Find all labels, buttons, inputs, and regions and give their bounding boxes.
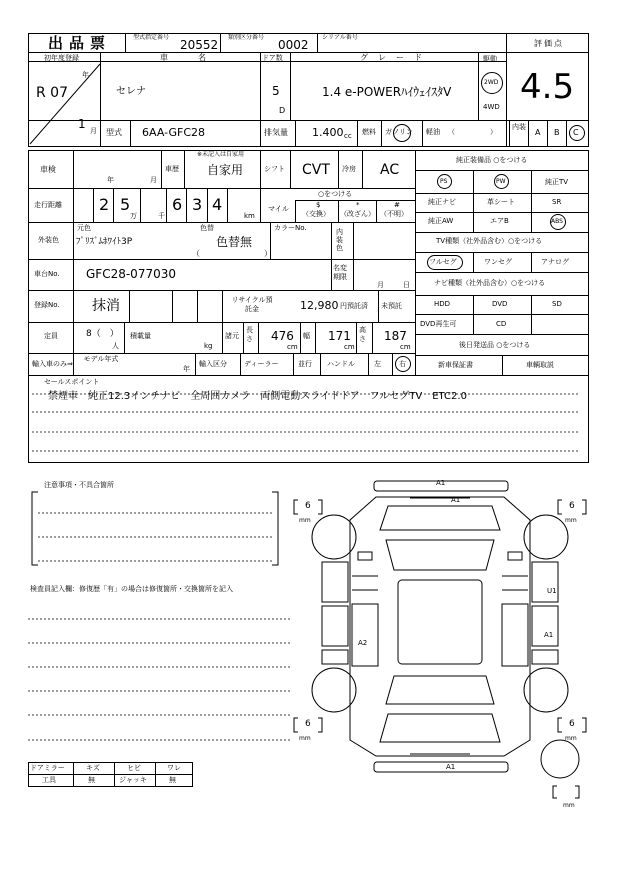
interior-label: 内装 bbox=[512, 123, 526, 131]
fuel-label: 燃料 bbox=[362, 128, 376, 136]
dealer-label: ディーラー bbox=[244, 360, 279, 368]
navi-sd: SD bbox=[552, 300, 562, 308]
tire-rl-unit: mm bbox=[299, 735, 311, 742]
equip-header: 純正装備品 ○をつける bbox=[456, 156, 528, 164]
recycle-value: 12,980 bbox=[300, 299, 339, 312]
dims-label: 諸元 bbox=[225, 332, 239, 340]
legend-jack: ジャッキ bbox=[119, 776, 147, 784]
legend-scratch: キズ bbox=[86, 764, 100, 772]
mileage-digit: 4 bbox=[212, 195, 223, 214]
mark-right-lower: A1 bbox=[544, 631, 554, 639]
navi-dvd: DVD bbox=[492, 300, 508, 308]
exch-label: （交換） bbox=[302, 210, 330, 218]
first-reg-year-unit: 年 bbox=[82, 71, 89, 79]
doors-label: ドア数 bbox=[262, 54, 283, 62]
legend-jack-value: 無 bbox=[169, 776, 176, 784]
tire-rl-value: 6 bbox=[305, 719, 311, 729]
navi-dvd-play: DVD再生可 bbox=[420, 320, 457, 328]
drive-label: 駆動 bbox=[483, 55, 497, 63]
equip-tv: 純正TV bbox=[545, 178, 569, 186]
drive-4wd: 4WD bbox=[483, 103, 500, 111]
handle-label: ハンドル bbox=[327, 360, 355, 368]
equip-sr: SR bbox=[552, 198, 562, 206]
tv-fullseg: フルセグ bbox=[429, 258, 457, 266]
unknown-sym: # bbox=[394, 201, 400, 209]
tire-rr-value: 6 bbox=[569, 719, 575, 729]
parallel-label: 並行 bbox=[298, 360, 312, 368]
mileage-digit: 5 bbox=[120, 195, 131, 214]
capacity-label: 定員 bbox=[44, 332, 58, 340]
shift-label: シフト bbox=[264, 165, 285, 173]
color-label: 外装色 bbox=[38, 236, 59, 244]
new-color-value: 色替無 bbox=[216, 235, 253, 249]
mark-left-door: A2 bbox=[358, 639, 368, 647]
navi-hdd: HDD bbox=[434, 300, 451, 308]
tv-analog: アナログ bbox=[541, 258, 569, 266]
cc-unit: cc bbox=[344, 132, 352, 140]
history-value: 自家用 bbox=[207, 163, 244, 177]
fuel-gasoline: ガソリン bbox=[385, 128, 413, 136]
recycle-label: リサイクル預託金 bbox=[231, 296, 273, 313]
spare-unit: mm bbox=[563, 802, 575, 809]
mark-front-bumper: A1 bbox=[436, 479, 446, 487]
later-warranty: 新車保証書 bbox=[438, 361, 473, 369]
mark-front-rail: A1 bbox=[451, 496, 461, 504]
mark-rear-bumper: A1 bbox=[446, 763, 456, 771]
equip-abs: ABS bbox=[551, 218, 563, 225]
rating-label: 評価点 bbox=[534, 39, 564, 48]
mileage-label: 走行距離 bbox=[34, 201, 62, 209]
shift-value: CVT bbox=[302, 162, 330, 178]
displacement-label: 排気量 bbox=[264, 128, 288, 137]
serial-label: シリアル番号 bbox=[322, 34, 358, 41]
model-value: 6AA-GFC28 bbox=[142, 126, 206, 139]
handle-right: 右 bbox=[399, 360, 406, 368]
length-value: 476 bbox=[271, 329, 294, 343]
man-unit: 万 bbox=[130, 212, 137, 220]
orig-color-value: ﾌﾟﾘｽﾞﾑﾎﾜｲﾄ3P bbox=[76, 237, 133, 247]
later-manual: 車輌取説 bbox=[526, 361, 554, 369]
change-month-unit: 月 bbox=[377, 281, 384, 289]
model-year-unit: 年 bbox=[183, 365, 190, 373]
category-value: 0002 bbox=[278, 38, 309, 52]
grade-value: 1.4 e-POWERﾊｲｳｪｲｽﾀV bbox=[322, 85, 452, 99]
car-name-value: セレナ bbox=[116, 86, 146, 97]
unpaid-label: 未預託 bbox=[381, 302, 402, 310]
hei-cm-unit: cm bbox=[400, 343, 411, 351]
navi-header: ナビ種類（社外品含む）○をつける bbox=[434, 279, 546, 287]
chassis-value: GFC28-077030 bbox=[86, 267, 176, 281]
orig-color-label: 元色 bbox=[77, 224, 91, 232]
history-label: 車歴 bbox=[165, 165, 179, 173]
navi-cd: CD bbox=[496, 320, 507, 328]
alter-sym: * bbox=[356, 201, 360, 209]
change-day-unit: 日 bbox=[403, 281, 410, 289]
mark-right-panel: U1 bbox=[547, 587, 557, 595]
legend-tools-value: 無 bbox=[88, 776, 95, 784]
new-color-paren: （ ） bbox=[192, 249, 272, 258]
displacement-value: 1.400 bbox=[312, 126, 344, 139]
kg-unit: kg bbox=[204, 342, 213, 350]
equip-airbag: エアB bbox=[490, 217, 509, 225]
capacity-value: 8（ ） bbox=[86, 329, 119, 339]
first-reg-month-unit: 月 bbox=[90, 127, 97, 135]
wid-label: 幅 bbox=[303, 332, 310, 340]
km-unit: km bbox=[244, 212, 255, 220]
notes-label: 注意事項・不具合箇所 bbox=[44, 481, 114, 489]
tire-fr-unit: mm bbox=[565, 517, 577, 524]
ac-value: AC bbox=[380, 162, 400, 178]
equip-leather: 革シート bbox=[487, 198, 515, 206]
legend-crack: ヒビ bbox=[127, 764, 141, 772]
load-label: 積載量 bbox=[130, 332, 151, 340]
type-designation-label: 型式指定番号 bbox=[133, 34, 170, 41]
ac-label: 冷房 bbox=[342, 165, 356, 173]
legend-break: ワレ bbox=[167, 764, 181, 772]
inspection-label: 車検 bbox=[40, 165, 56, 174]
hei-label: 高さ bbox=[359, 326, 366, 343]
rating-value: 4.5 bbox=[520, 67, 575, 107]
equip-ps: PS bbox=[440, 178, 448, 185]
recycle-unit: 円預託済 bbox=[340, 302, 368, 310]
import-label: 輸入車のみ⇒ bbox=[32, 360, 73, 368]
first-reg-label: 初年度登録 bbox=[44, 54, 79, 62]
sales-label: セールスポイント bbox=[44, 378, 100, 386]
wid-cm-unit: cm bbox=[344, 343, 355, 351]
equip-pw: PW bbox=[496, 178, 506, 185]
change-label: 名変期限 bbox=[333, 264, 347, 281]
door-type-value: D bbox=[279, 106, 286, 115]
doors-value: 5 bbox=[272, 84, 280, 98]
inspection-month-unit: 月 bbox=[150, 176, 157, 184]
first-reg-era: R 07 bbox=[36, 85, 68, 101]
equip-aw: 純正AW bbox=[428, 217, 454, 225]
exch-sym: $ bbox=[316, 201, 321, 209]
legend-tools: 工具 bbox=[42, 776, 56, 784]
inspector-label: 検査員記入欄：修復歴「有」の場合は修復箇所・交換箇所を記入 bbox=[30, 585, 233, 593]
fuel-paren: （ ） bbox=[448, 128, 497, 136]
model-label: 型式 bbox=[106, 128, 122, 137]
mileage-digit: 2 bbox=[99, 195, 110, 214]
len-label: 長さ bbox=[246, 326, 253, 343]
mark-note: ○をつける bbox=[318, 190, 353, 198]
unknown-label: （不明） bbox=[380, 210, 408, 218]
tire-fl-value: 6 bbox=[305, 501, 311, 511]
tire-fl-unit: mm bbox=[299, 517, 311, 524]
car-name-label: 車名 bbox=[160, 53, 236, 62]
len-cm-unit: cm bbox=[287, 343, 298, 351]
int-color-label: 内装色 bbox=[336, 228, 343, 252]
grade-a: A bbox=[535, 128, 541, 137]
drive-2wd: 2WD bbox=[484, 79, 499, 86]
color-no-label: カラーNo. bbox=[274, 224, 307, 232]
sen-unit: 千 bbox=[158, 212, 165, 220]
type-designation-value: 20552 bbox=[180, 38, 219, 52]
grade-label: グレード bbox=[360, 53, 432, 62]
mileage-digit: 3 bbox=[192, 195, 203, 214]
import-class-label: 輸入区分 bbox=[199, 360, 227, 368]
reg-label: 登録No. bbox=[34, 301, 60, 309]
grade-b: B bbox=[554, 128, 560, 137]
sales-text: 禁煙車 純正12.3インチナビ 全周囲カメラ 両側電動スライドドア フルセグTV ETC2.0 bbox=[48, 391, 467, 402]
history-note: ※未記入は自家用 bbox=[197, 151, 245, 158]
tire-fr-value: 6 bbox=[569, 501, 575, 511]
fuel-diesel: 軽油 bbox=[426, 128, 440, 136]
later-header: 後日発送品 ○をつける bbox=[459, 341, 531, 349]
mile-label: マイル bbox=[268, 205, 289, 213]
new-color-label: 色替 bbox=[200, 224, 214, 232]
legend-door-mirror: ドアミラー bbox=[30, 764, 65, 772]
width-value: 171 bbox=[328, 329, 351, 343]
category-label: 類別区分番号 bbox=[228, 34, 265, 41]
equip-navi: 純正ナビ bbox=[428, 198, 456, 206]
chassis-label: 車台No. bbox=[34, 270, 60, 278]
tv-oneseg: ワンセグ bbox=[484, 258, 512, 266]
alter-label: （改ざん） bbox=[340, 210, 375, 218]
inspection-year-unit: 年 bbox=[107, 176, 114, 184]
height-value: 187 bbox=[384, 329, 407, 343]
model-year-label: モデル年式 bbox=[83, 355, 119, 363]
form-title: 出品票 bbox=[48, 34, 112, 52]
handle-left: 左 bbox=[374, 360, 381, 368]
first-reg-month: 1 bbox=[78, 117, 86, 131]
person-unit: 人 bbox=[112, 342, 119, 350]
reg-value: 抹消 bbox=[92, 298, 120, 314]
tire-rr-unit: mm bbox=[565, 735, 577, 742]
tv-header: TV種類（社外品含む）○をつける bbox=[436, 237, 543, 245]
grade-c: C bbox=[573, 128, 579, 137]
mileage-digit: 6 bbox=[172, 195, 183, 214]
